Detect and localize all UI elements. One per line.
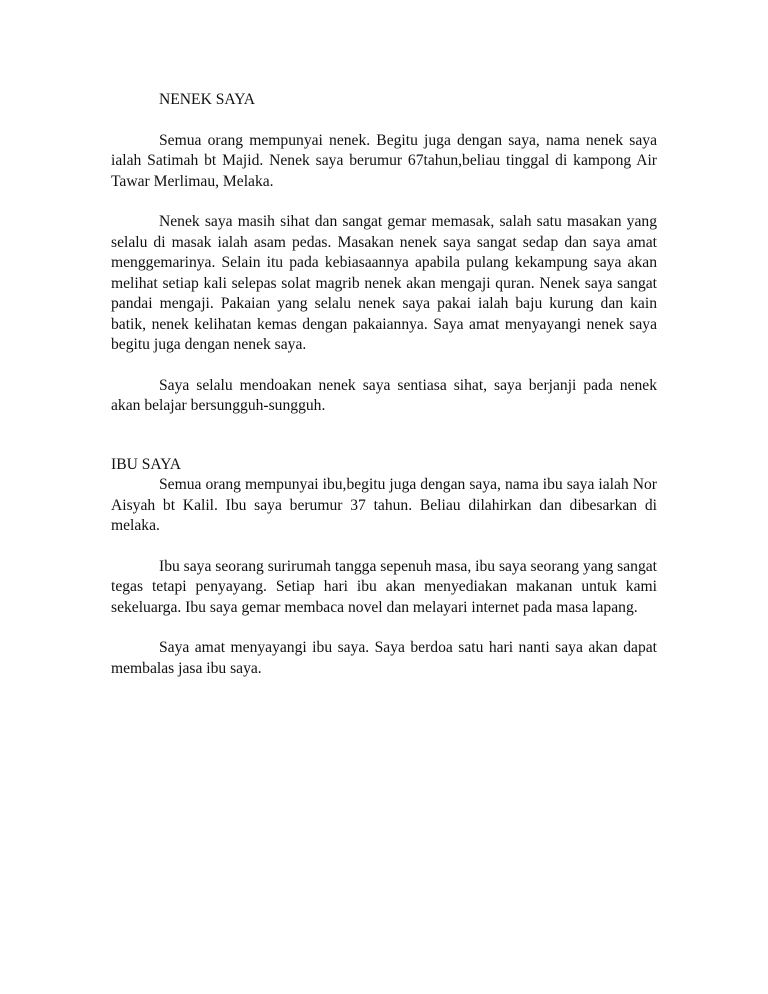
paragraph: Semua orang mempunyai ibu,begitu juga dengan saya, nama ibu saya ialah Nor Aisyah bt Kalil. Ibu saya berumur 37 tahun. Beliau dilahirkan dan dibesarkan di melaka. [111,476,657,534]
section-ibu-saya [111,455,657,680]
section-heading: IBU SAYA [111,455,182,473]
paragraph: Saya amat menyayangi ibu saya. Saya berdoa satu hari nanti saya akan dapat membalas jasa ibu saya. [111,639,657,677]
paragraph: Ibu saya seorang surirumah tangga sepenuh masa, ibu saya seorang yang sangat tegas tetapi penyayang. Setiap hari ibu akan menyediakan makanan untuk kami sekeluarga. Ibu saya gemar membaca novel dan melayari internet pada masa lapang. [111,557,657,616]
section-nenek-saya [111,90,657,417]
section-heading: NENEK SAYA [159,91,256,108]
document-body [111,90,657,679]
paragraph: Nenek saya masih sihat dan sangat gemar memasak, salah satu masakan yang selalu di masak ialah asam pedas. Masakan nenek saya sangat sedap dan saya amat menggemarinya. Selain itu pada kebiasaannya apabila pulang kekampung saya akan melihat setiap kali selepas solat magrib nenek akan mengaji quran. Nenek saya sangat pandai mengaji. Pakaian yang selalu nenek saya pakai ialah baju kurung dan kain batik, nenek kelihatan kemas dengan pakaiannya. Saya amat menyayangi nenek saya begitu juga dengan nenek saya. [111,213,657,353]
paragraph: Semua orang mempunyai nenek. Begitu juga dengan saya, nama nenek saya ialah Satimah bt Majid. Nenek saya berumur 67tahun,beliau tinggal di kampong Air Tawar Merlimau, Melaka. [111,131,657,190]
paragraph: Saya selalu mendoakan nenek saya sentiasa sihat, saya berjanji pada nenek akan belajar bersungguh-sungguh. [111,376,657,414]
